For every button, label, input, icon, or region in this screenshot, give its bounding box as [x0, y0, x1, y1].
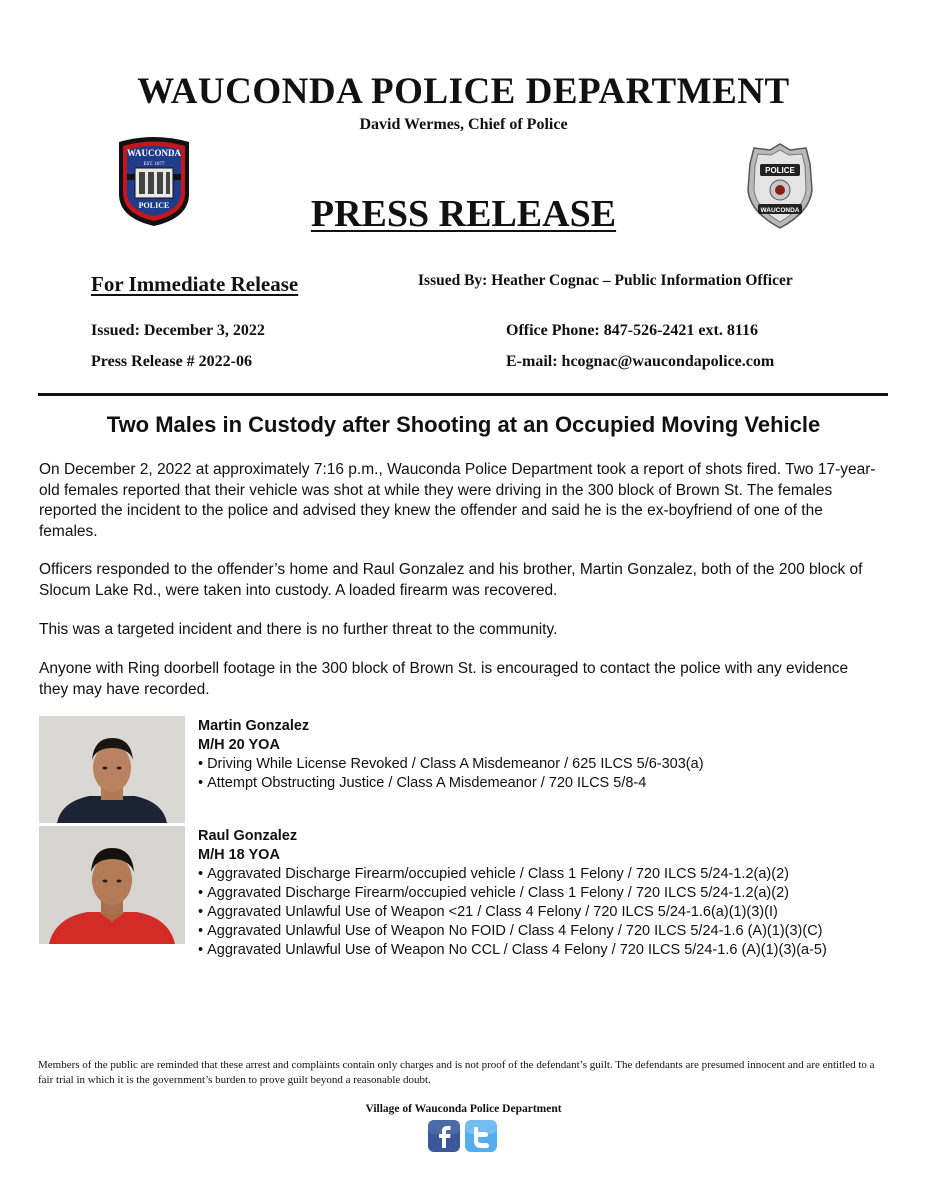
- social-links: [427, 1119, 499, 1153]
- issued-date: Issued: December 3, 2022: [91, 322, 265, 339]
- patch-bottom-text: POLICE: [138, 201, 170, 210]
- suspect-name: Martin Gonzalez: [198, 718, 310, 734]
- legal-disclaimer: Members of the public are reminded that these arrest and complaints contain only charges and is not proof of the defendant’s guilt. The defendants are presumed innocent and are entitled to a fair trial in which it is the government’s burden to prove guilt beyond a reasonable doubt.: [38, 1059, 875, 1086]
- chief-of-police: David Wermes, Chief of Police: [359, 116, 568, 133]
- mugshot-raul-gonzalez: [39, 826, 185, 944]
- press-release-title: PRESS RELEASE: [310, 193, 617, 235]
- paragraph-custody: Officers responded to the offender’s home and Raul Gonzalez and his brother, Martin Gonzalez, both of the 200 block of Slocum Lake Rd., were taken into custody. A loaded firearm was recovered.: [39, 561, 863, 599]
- charge-item: • Aggravated Discharge Firearm/occupied vehicle / Class 1 Felony / 720 ILCS 5/24-1.2(a)(2): [198, 884, 827, 903]
- paragraph-threat: This was a targeted incident and there is no further threat to the community.: [39, 621, 558, 638]
- charge-item: • Attempt Obstructing Justice / Class A Misdemeanor / 720 ILCS 5/8-4: [198, 774, 704, 793]
- paragraph-ring-footage: Anyone with Ring doorbell footage in the 300 block of Brown St. is encouraged to contact the police with any evidence they may have recorded.: [39, 660, 849, 698]
- badge-top-text: POLICE: [765, 166, 795, 175]
- footer-department-name: Village of Wauconda Police Department: [365, 1103, 562, 1115]
- charge-list: [198, 865, 827, 960]
- patch-est-text: EST. 1877: [143, 162, 165, 167]
- press-release-number: Press Release # 2022-06: [91, 353, 252, 370]
- suspect-1: [198, 717, 704, 793]
- paragraph-incident: On December 2, 2022 at approximately 7:16 p.m., Wauconda Police Department took a report of shots fired. Two 17-year-old females reported that their vehicle was shot at while they were driving in the 300 block of Brown St. The females reported the incident to the police and advised they knew the offender and said he is the ex-boyfriend of one of the females.: [39, 461, 876, 540]
- charge-item: • Aggravated Unlawful Use of Weapon No FOID / Class 4 Felony / 720 ILCS 5/24-1.6 (A)(1)(3)(C): [198, 922, 827, 941]
- patch-top-text: WAUCONDA: [127, 148, 181, 158]
- email-address: E-mail: hcognac@waucondapolice.com: [506, 353, 775, 370]
- charge-item: • Aggravated Discharge Firearm/occupied vehicle / Class 1 Felony / 720 ILCS 5/24-1.2(a)(2): [198, 865, 827, 884]
- twitter-icon[interactable]: [464, 1119, 498, 1153]
- suspect-descriptor: M/H 18 YOA: [198, 847, 280, 863]
- issued-by: Issued By: Heather Cognac – Public Information Officer: [418, 272, 793, 289]
- suspect-name: Raul Gonzalez: [198, 828, 298, 844]
- office-phone: Office Phone: 847-526-2421 ext. 8116: [506, 322, 758, 339]
- suspect-descriptor: M/H 20 YOA: [198, 737, 280, 753]
- charge-item: • Driving While License Revoked / Class A Misdemeanor / 625 ILCS 5/6-303(a): [198, 755, 704, 774]
- charge-item: • Aggravated Unlawful Use of Weapon <21 / Class 4 Felony / 720 ILCS 5/24-1.6(a)(1)(3)(I): [198, 903, 827, 922]
- suspect-2: [198, 827, 827, 960]
- department-name: WAUCONDA POLICE DEPARTMENT: [137, 71, 790, 112]
- header-divider: [38, 393, 888, 396]
- charge-item: • Aggravated Unlawful Use of Weapon No CCL / Class 4 Felony / 720 ILCS 5/24-1.6 (A)(1)(3)(a-5): [198, 941, 827, 960]
- facebook-icon[interactable]: [427, 1119, 461, 1153]
- charge-list: [198, 755, 704, 793]
- mugshot-martin-gonzalez: [39, 716, 185, 823]
- immediate-release-label: For Immediate Release: [91, 272, 299, 296]
- article-headline: Two Males in Custody after Shooting at an Occupied Moving Vehicle: [106, 412, 821, 437]
- badge-bottom-text: WAUCONDA: [760, 207, 800, 214]
